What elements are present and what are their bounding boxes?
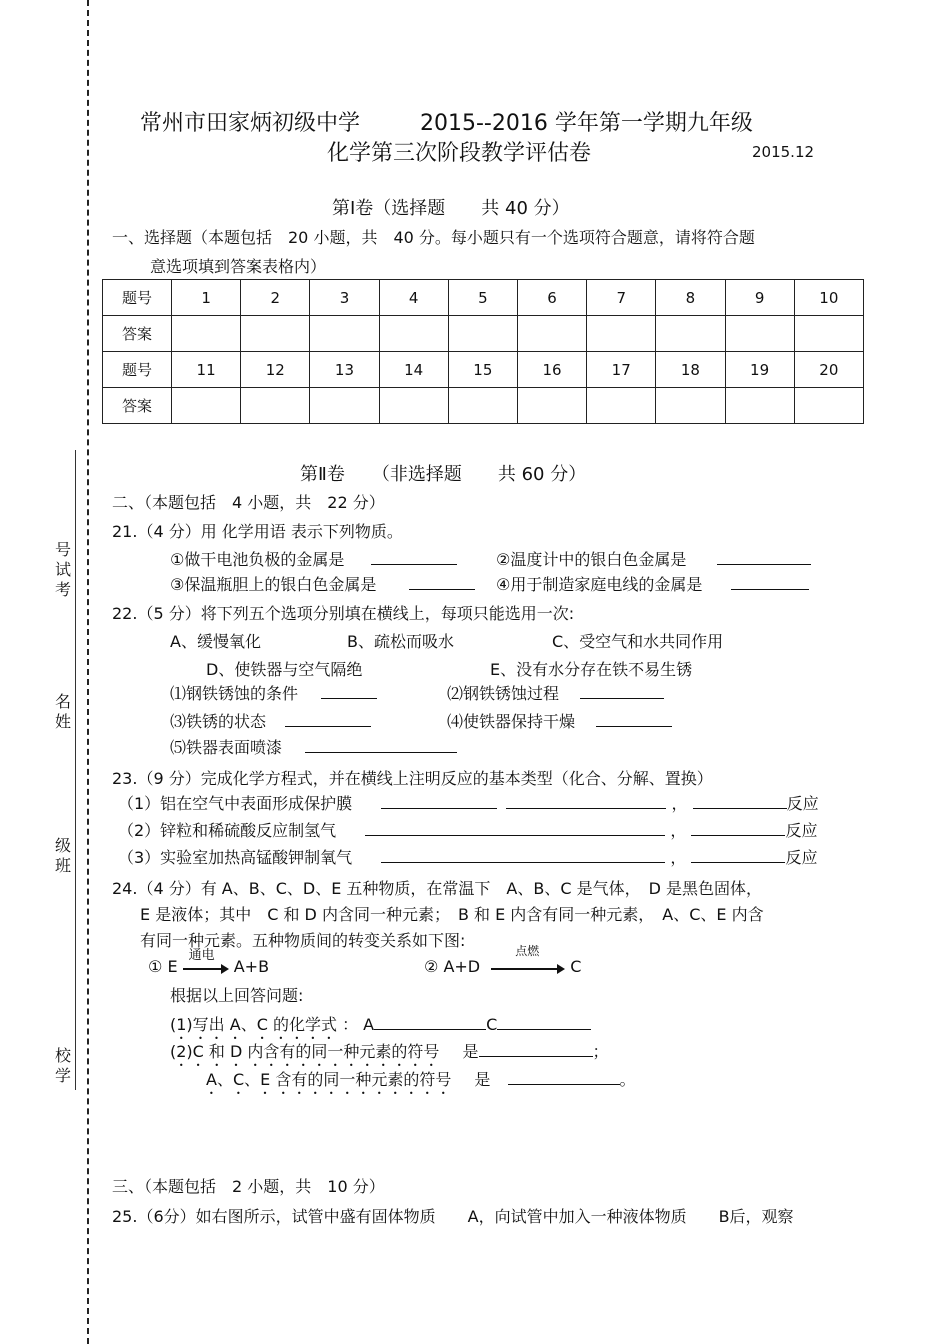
q23-item-3: [118, 845, 818, 868]
q22-stem: 22.（5 分）将下列五个选项分别填在横线上，每项只能选用一次:: [112, 604, 575, 623]
answer-cell[interactable]: [310, 388, 379, 424]
q24-line-3: 有同一种元素。五种物质间的转变关系如下图:: [140, 931, 466, 950]
table-row: [103, 388, 864, 424]
q21-item-c: [170, 572, 475, 595]
q24-line-2: E 是液体；其中 C 和 D 内含同一种元素； B 和 E 内含有同一种元素， A、C、E 内含: [140, 905, 764, 924]
reaction-1-product: A+B: [233, 957, 270, 976]
answer-table: [102, 279, 864, 424]
q23-1-text: （1）铝在空气中表面形成保护膜: [118, 794, 353, 813]
margin-label-exam-no: 号 试 考: [54, 540, 71, 599]
question-number: 1: [172, 280, 241, 316]
q23-1-suffix: 反应: [786, 794, 819, 813]
q24-sub2-end: ；: [592, 1042, 609, 1061]
answer-cell[interactable]: [448, 316, 517, 352]
q22-part-3: [170, 709, 371, 732]
title-school: 常州市田家炳初级中学: [140, 111, 361, 136]
q23-3-type-blank[interactable]: [691, 846, 785, 863]
q22-option-e: E、没有水分存在铁不易生锈: [490, 660, 693, 679]
answer-cell[interactable]: [587, 316, 656, 352]
q22-option-b: B、疏松而吸水: [347, 632, 454, 651]
q23-2-type-blank[interactable]: [691, 819, 785, 836]
q24-sub1-label-c: C: [486, 1015, 498, 1034]
answer-cell[interactable]: [725, 388, 794, 424]
q21-b-blank[interactable]: [717, 548, 811, 565]
q23-3-suffix: 反应: [785, 848, 818, 867]
answer-cell[interactable]: [172, 388, 241, 424]
q24-sub1-label-a: A: [363, 1015, 375, 1034]
q24-sub3-end: 。: [619, 1070, 636, 1089]
q22-option-c: C、受空气和水共同作用: [552, 632, 724, 651]
margin-label-name: 名 姓: [54, 692, 71, 731]
q21-item-a: [170, 547, 457, 570]
question-number: 11: [172, 352, 241, 388]
q24-sub1-text: (1)写出 A、C 的化学式: [170, 1015, 337, 1034]
reaction-1-number: ①: [148, 957, 163, 976]
answer-cell[interactable]: [379, 388, 448, 424]
question-number: 16: [517, 352, 586, 388]
q23-2-equation-blank[interactable]: [365, 819, 665, 836]
row-label-answer: 答案: [103, 316, 172, 352]
question-number: 8: [656, 280, 725, 316]
q24-sub1-c-blank[interactable]: [497, 1013, 591, 1030]
question-number: 5: [448, 280, 517, 316]
reaction-1-arrow-group: [183, 948, 229, 976]
q21-b-text: ②温度计中的银白色金属是: [496, 550, 687, 569]
question-number: 2: [241, 280, 310, 316]
q24-sub2-blank[interactable]: [479, 1040, 593, 1057]
reaction-2-number: ②: [424, 957, 439, 976]
binding-dashed-line: [87, 0, 89, 1344]
q23-item-2: [118, 818, 818, 841]
q24-sub3-is: 是: [474, 1070, 491, 1089]
reaction-2-reactant: A+D: [443, 957, 481, 976]
answer-cell[interactable]: [794, 388, 863, 424]
q22-p3-text: ⑶铁锈的状态: [170, 712, 267, 731]
q22-option-a: A、缓慢氧化: [170, 632, 261, 651]
q21-c-text: ③保温瓶胆上的银白色金属是: [170, 575, 377, 594]
section3-heading: 三、（本题包括 2 小题，共 10 分）: [112, 1177, 385, 1196]
table-row: [103, 280, 864, 316]
question-number: 6: [517, 280, 586, 316]
answer-cell[interactable]: [310, 316, 379, 352]
q21-c-blank[interactable]: [409, 573, 475, 590]
q21-d-text: ④用于制造家庭电线的金属是: [496, 575, 703, 594]
q23-1-equation-blank-2[interactable]: [506, 792, 666, 809]
q22-part-1: [170, 681, 377, 704]
title-year: 2015--2016 学年第一学期九年级: [420, 111, 753, 136]
q22-p5-text: ⑸铁器表面喷漆: [170, 738, 283, 757]
row-label-question: 题号: [103, 280, 172, 316]
answer-cell[interactable]: [656, 316, 725, 352]
answer-cell[interactable]: [448, 388, 517, 424]
q24-sub1-colon: ：: [342, 1015, 359, 1034]
title-exam: 化学第三次阶段教学评估卷: [327, 141, 592, 166]
q21-stem: 21.（4 分）用 化学用语 表示下列物质。: [112, 522, 403, 541]
q22-p5-blank[interactable]: [305, 736, 457, 753]
q24-sub1-a-blank[interactable]: [374, 1013, 486, 1030]
q23-3-comma: ，: [670, 848, 687, 867]
reaction-1-condition: 通电: [188, 948, 215, 963]
answer-cell[interactable]: [172, 316, 241, 352]
question-number: 18: [656, 352, 725, 388]
q23-1-comma: ，: [671, 794, 688, 813]
q24-sub3-text: A、C、E 含有的同一种元素的符号: [206, 1070, 452, 1089]
right-arrow-icon: [183, 961, 229, 975]
binding-solid-line: [75, 450, 76, 1090]
q25-stem: 25.（6分）如右图所示，试管中盛有固体物质 A，向试管中加入一种液体物质 B后，观察: [112, 1207, 794, 1226]
answer-cell[interactable]: [517, 388, 586, 424]
q22-p2-text: ⑵钢铁锈蚀过程: [447, 684, 560, 703]
q22-part-2: [447, 681, 664, 704]
answer-cell[interactable]: [241, 316, 310, 352]
answer-cell[interactable]: [379, 316, 448, 352]
question-number: 12: [241, 352, 310, 388]
q23-2-suffix: 反应: [785, 821, 818, 840]
q23-stem: 23.（9 分）完成化学方程式，并在横线上注明反应的基本类型（化合、分解、置换）: [112, 769, 713, 788]
q21-a-text: ①做干电池负极的金属是: [170, 550, 345, 569]
question-number: 14: [379, 352, 448, 388]
answer-cell[interactable]: [794, 316, 863, 352]
question-number: 9: [725, 280, 794, 316]
q23-3-text: （3）实验室加热高锰酸钾制氧气: [118, 848, 353, 867]
question-number: 3: [310, 280, 379, 316]
question-number: 7: [587, 280, 656, 316]
q23-2-text: （2）锌粒和稀硫酸反应制氢气: [118, 821, 337, 840]
q24-reaction-2: [424, 944, 582, 976]
q23-2-comma: ，: [670, 821, 687, 840]
q24-sub2-is: 是: [462, 1042, 479, 1061]
table-row: [103, 352, 864, 388]
part2-heading: 第Ⅱ卷 （非选择题 共 60 分）: [300, 464, 587, 485]
answer-cell[interactable]: [241, 388, 310, 424]
q24-line-1: 24.（4 分）有 A、B、C、D、E 五种物质，在常温下 A、B、C 是气体， D 是黑色固体，: [112, 879, 762, 898]
reaction-2-arrow-group: [491, 944, 565, 976]
margin-label-school: 校 学: [54, 1046, 71, 1085]
q22-part-4: [447, 709, 672, 732]
q23-item-1: [118, 791, 819, 814]
exam-date: 2015.12: [752, 143, 815, 161]
right-arrow-icon: [491, 961, 565, 975]
question-number: 15: [448, 352, 517, 388]
row-label-question: 题号: [103, 352, 172, 388]
q23-1-equation-blank[interactable]: [381, 792, 497, 809]
section2-heading: 二、（本题包括 4 小题，共 22 分）: [112, 493, 385, 512]
question-number: 19: [725, 352, 794, 388]
q24-sub-3: [206, 1067, 636, 1098]
answer-cell[interactable]: [517, 316, 586, 352]
q24-prompt: 根据以上回答问题:: [170, 986, 304, 1005]
q22-p4-blank[interactable]: [596, 710, 672, 727]
q22-option-d: D、使铁器与空气隔绝: [206, 660, 363, 679]
question-number: 17: [587, 352, 656, 388]
q23-1-type-blank[interactable]: [693, 792, 787, 809]
q22-p4-text: ⑷使铁器保持干燥: [447, 712, 576, 731]
question-number: 4: [379, 280, 448, 316]
q23-3-equation-blank[interactable]: [381, 846, 665, 863]
part1-instruction-2: 意选项填到答案表格内）: [150, 257, 327, 276]
q21-item-b: [496, 547, 811, 570]
table-row: [103, 316, 864, 352]
question-number: 13: [310, 352, 379, 388]
reaction-1-reactant: E: [167, 957, 178, 976]
question-number: 10: [794, 280, 863, 316]
q22-p3-blank[interactable]: [285, 710, 371, 727]
q24-sub3-blank[interactable]: [508, 1068, 620, 1085]
answer-cell[interactable]: [587, 388, 656, 424]
row-label-answer: 答案: [103, 388, 172, 424]
q21-d-blank[interactable]: [731, 573, 809, 590]
q24-sub-2: [170, 1039, 609, 1070]
q24-sub2-text: (2)C 和 D 内含有的同一种元素的符号: [170, 1042, 440, 1061]
q21-item-d: [496, 572, 809, 595]
reaction-2-condition: 点燃: [515, 944, 540, 958]
part1-instruction-1: 一、选择题（本题包括 20 小题，共 40 分。每小题只有一个选项符合题意，请将符合题: [112, 228, 755, 247]
answer-cell[interactable]: [656, 388, 725, 424]
q22-p1-blank[interactable]: [321, 682, 377, 699]
question-number: 20: [794, 352, 863, 388]
q21-a-blank[interactable]: [371, 548, 457, 565]
reaction-2-product: C: [570, 957, 582, 976]
q22-p1-text: ⑴钢铁锈蚀的条件: [170, 684, 299, 703]
margin-label-class: 级 班: [54, 836, 71, 875]
q22-p2-blank[interactable]: [580, 682, 664, 699]
answer-cell[interactable]: [725, 316, 794, 352]
q24-reaction-1: [148, 948, 270, 976]
q22-part-5: [170, 735, 457, 758]
part1-heading: 第Ⅰ卷（选择题 共 40 分）: [332, 198, 570, 219]
